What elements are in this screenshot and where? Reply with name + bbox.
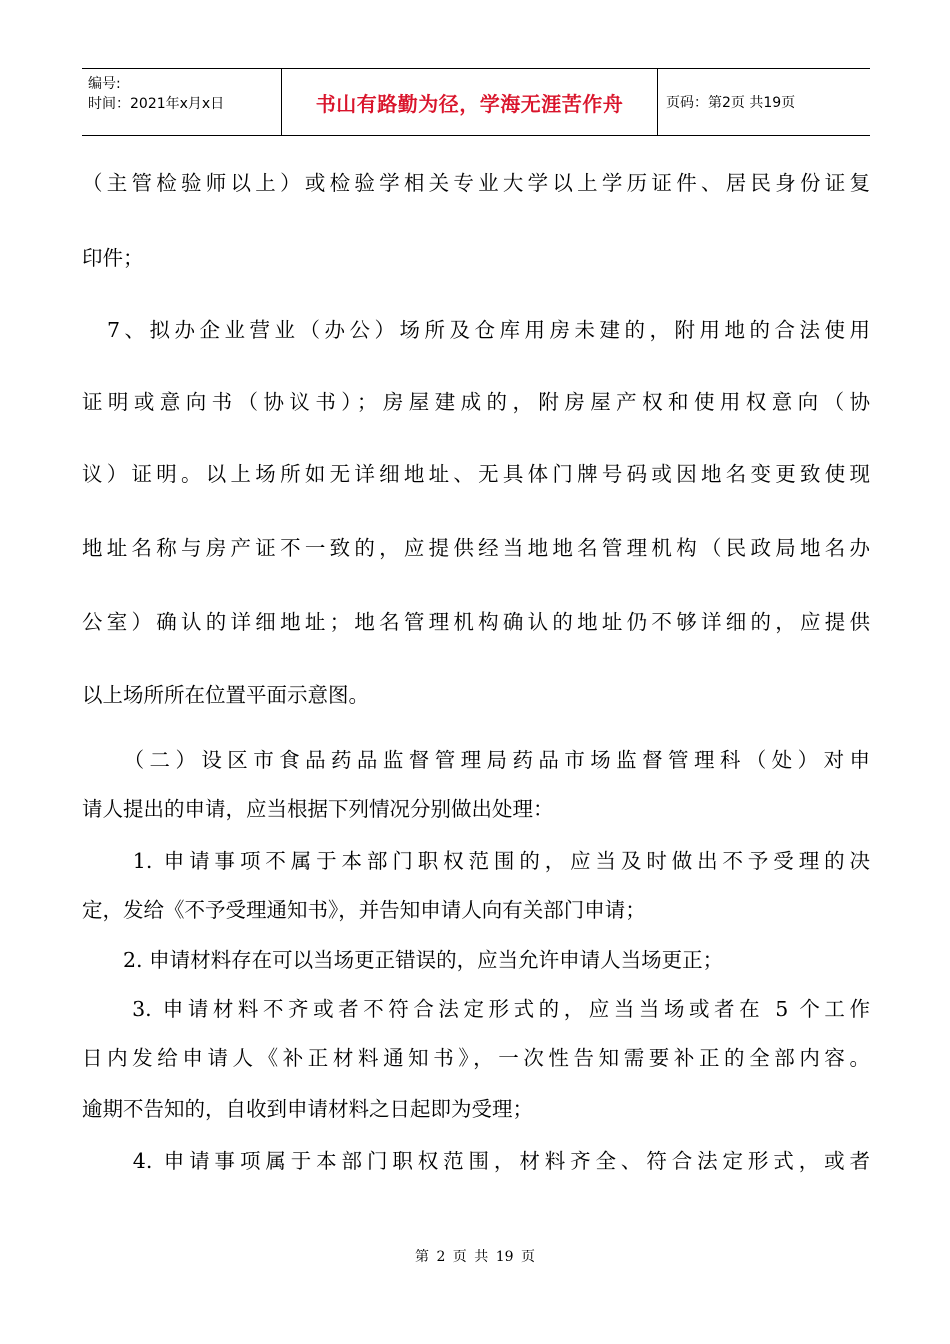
body-line: 以上场所所在位置平面示意图。	[82, 683, 369, 707]
body-line: 地址名称与房产证不一致的，应提供经当地地名管理机构（民政局地名办	[82, 536, 870, 560]
page-footer: 第 2 页 共 19 页	[415, 1249, 535, 1265]
document-time-label: 时间：2021年x月x日	[88, 96, 225, 112]
body-line: （主管检验师以上）或检验学相关专业大学以上学历证件、居民身份证复	[82, 171, 870, 195]
body-line: 定，发给《不予受理通知书》，并告知申请人向有关部门申请；	[82, 898, 646, 922]
body-line: 4. 申请事项属于本部门职权范围，材料齐全、符合法定形式，或者	[82, 1149, 870, 1173]
header-page-info: 页码：第2页 共19页	[666, 95, 796, 111]
document-number-label: 编号:	[88, 76, 121, 92]
body-line: 公室）确认的详细地址；地名管理机构确认的地址仍不够详细的，应提供	[82, 610, 870, 634]
header-motto: 书山有路勤为径，学海无涯苦作舟	[315, 91, 624, 116]
document-header	[82, 68, 870, 136]
header-meta-cell	[82, 69, 282, 135]
body-line: 日内发给申请人《补正材料通知书》，一次性告知需要补正的全部内容。	[82, 1046, 870, 1070]
body-line: 议）证明。以上场所如无详细地址、无具体门牌号码或因地名变更致使现	[82, 462, 870, 486]
body-line: 逾期不告知的，自收到申请材料之日起即为受理；	[82, 1097, 533, 1121]
body-line: （二）设区市食品药品监督管理局药品市场监督管理科（处）对申	[82, 748, 870, 772]
body-line: 1. 申请事项不属于本部门职权范围的，应当及时做出不予受理的决	[82, 849, 870, 873]
body-line: 请人提出的申请，应当根据下列情况分别做出处理：	[82, 797, 554, 821]
body-line: 2. 申请材料存在可以当场更正错误的，应当允许申请人当场更正；	[82, 948, 724, 972]
body-line: 3. 申请材料不齐或者不符合法定形式的，应当当场或者在 5 个工作	[82, 997, 870, 1021]
body-line: 印件；	[82, 246, 144, 270]
body-line: 证明或意向书（协议书）；房屋建成的，附房屋产权和使用权意向（协	[82, 390, 870, 414]
header-motto-cell	[282, 69, 658, 135]
body-line: 7、拟办企业营业（办公）场所及仓库用房未建的，附用地的合法使用	[82, 318, 870, 342]
header-page-cell	[658, 69, 870, 135]
